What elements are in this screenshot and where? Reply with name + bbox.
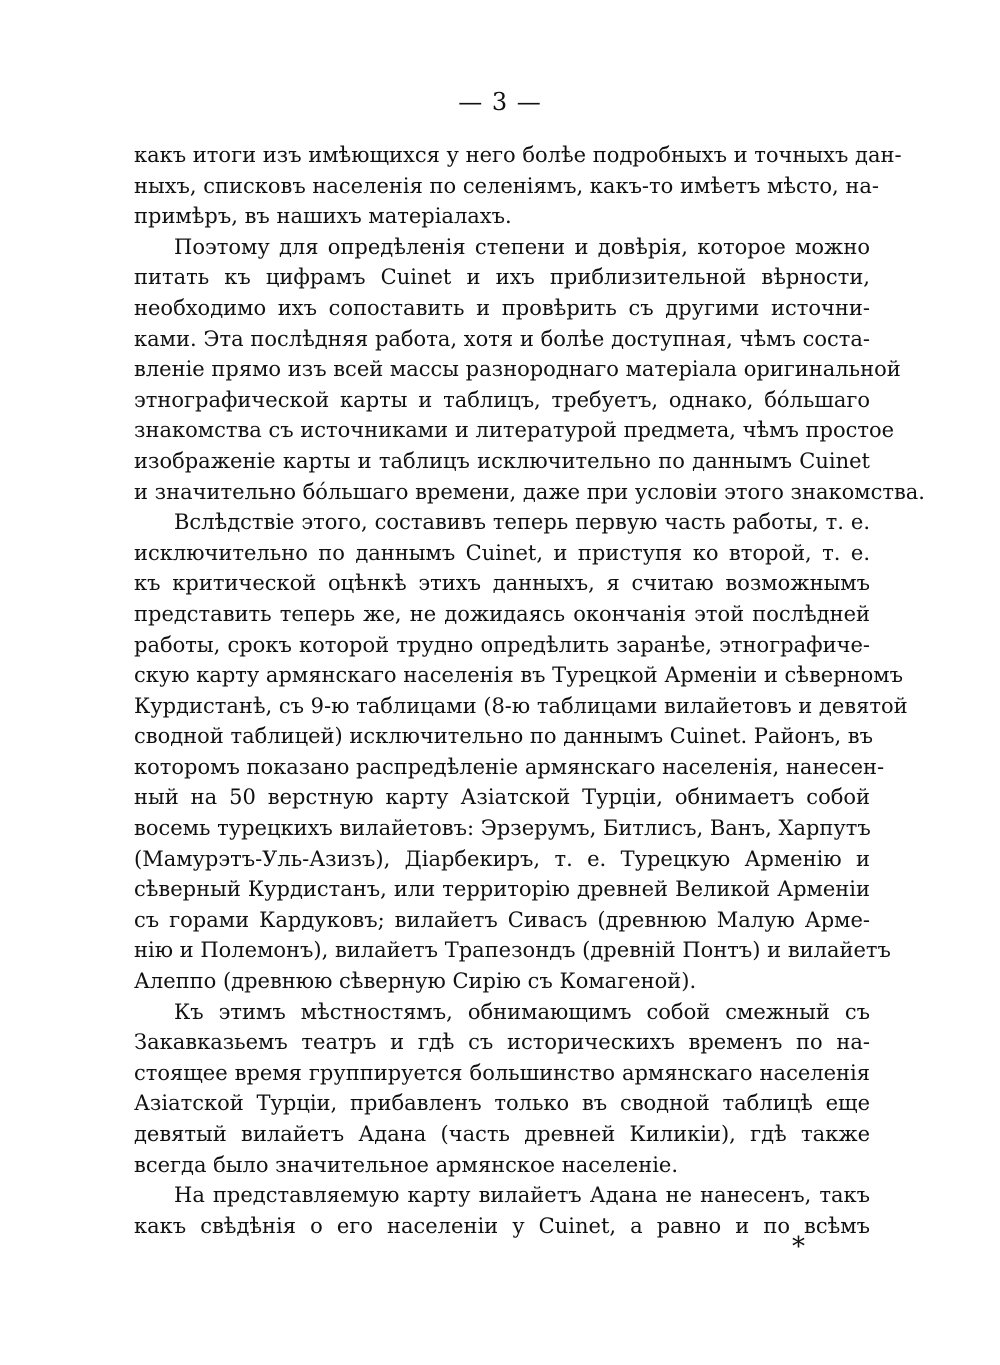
text-line: какъ свѣдѣнія о его населеніи у Cuinet, а равно и по всѣмъ [134,1213,870,1238]
page-number: — 3 — [458,88,542,116]
text-line: питать къ цифрамъ Cuinet и ихъ приблизительной вѣрности, [134,265,870,290]
text-line: ками. Эта послѣдняя работа, хотя и болѣе доступная, чѣмъ соста- [134,326,870,351]
text-line: ный на 50 верстную карту Азіатской Турціи, обнимаетъ собой [134,785,870,810]
text-line: нію и Полемонъ), вилайетъ Трапезондъ (древній Понтъ) и вилайетъ [134,938,891,963]
text-line: этнографической карты и таблицъ, требуетъ, однако, бóльшаго [134,387,870,412]
text-line: Къ этимъ мѣстностямъ, обнимающимъ собой смежный съ [174,999,870,1024]
text-line: всегда было значительное армянское населеніе. [134,1152,679,1177]
paragraph-4 [134,997,870,1181]
text-line: съ горами Кардуковъ; вилайетъ Сивасъ (древнюю Малую Арме- [134,907,870,932]
text-line: знакомства съ источниками и литературой предмета, чѣмъ простое [134,418,895,443]
text-line: сводной таблицей) исключительно по даннымъ Cuinet. Районъ, въ [134,724,873,749]
text-line: Азіатской Турціи, прибавленъ только въ сводной таблицѣ еще [134,1091,870,1116]
text-line: Курдистанѣ, съ 9-ю таблицами (8-ю таблицами вилайетовъ и девятой [134,693,908,718]
body-text [134,140,925,1241]
paragraph-3 [134,507,908,997]
text-line: Закавказьемъ театръ и гдѣ съ историческихъ временъ по на- [134,1030,870,1055]
text-line: ныхъ, списковъ населенія по селеніямъ, какъ-то имѣетъ мѣсто, на- [134,173,880,198]
text-line: исключительно по даннымъ Cuinet, и приступя ко второй, т. е. [134,540,870,565]
text-line: необходимо ихъ сопоставить и провѣрить съ другими источни- [134,295,870,320]
signature-mark: * [792,1232,805,1262]
text-line: представить теперь же, не дожидаясь окончанія этой послѣдней [134,601,870,626]
text-line: къ критической оцѣнкѣ этихъ данныхъ, я считаю возможнымъ [134,571,870,596]
text-line: и значительно бóльшаго времени, даже при условіи этого знакомства. [134,479,925,504]
text-line: Алеппо (древнюю сѣверную Сирію съ Комагеной). [134,969,697,994]
text-line: стоящее время группируется большинство армянскаго населенія [134,1060,870,1085]
text-line: девятый вилайетъ Адана (часть древней Киликіи), гдѣ также [134,1122,870,1146]
text-line: изображеніе карты и таблицъ исключительно по даннымъ Cuinet [134,448,870,473]
text-line: На представляемую карту вилайетъ Адана не нанесенъ, такъ [174,1183,870,1208]
text-line: которомъ показано распредѣленіе армянскаго населенія, нанесен- [134,754,885,779]
text-line: скую карту армянскаго населенія въ Турецкой Арменіи и сѣверномъ [134,663,903,688]
text-line: вленіе прямо изъ всей массы разнороднаго матеріала оригинальной [134,357,901,382]
paragraph-1 [134,140,902,232]
paragraph-2 [134,232,925,507]
text-line: сѣверный Курдистанъ, или территорію древней Великой Арменіи [134,877,870,902]
text-line: (Мамурэтъ-Уль-Азизъ), Діарбекиръ, т. е. Турецкую Арменію и [134,846,870,871]
text-line: восемь турецкихъ вилайетовъ: Эрзерумъ, Битлисъ, Ванъ, Харпутъ [134,816,871,841]
text-line: Поэтому для опредѣленія степени и довѣрія, которое можно [174,234,870,259]
text-line: примѣръ, въ нашихъ матеріалахъ. [134,204,512,229]
text-line: работы, срокъ которой трудно опредѣлить заранѣе, этнографиче- [134,632,870,657]
text-line: какъ итоги изъ имѣющихся у него болѣе подробныхъ и точныхъ дан- [134,143,902,167]
text-line: Вслѣдствіе этого, составивъ теперь первую часть работы, т. е. [174,510,870,535]
paragraph-5 [134,1180,870,1241]
